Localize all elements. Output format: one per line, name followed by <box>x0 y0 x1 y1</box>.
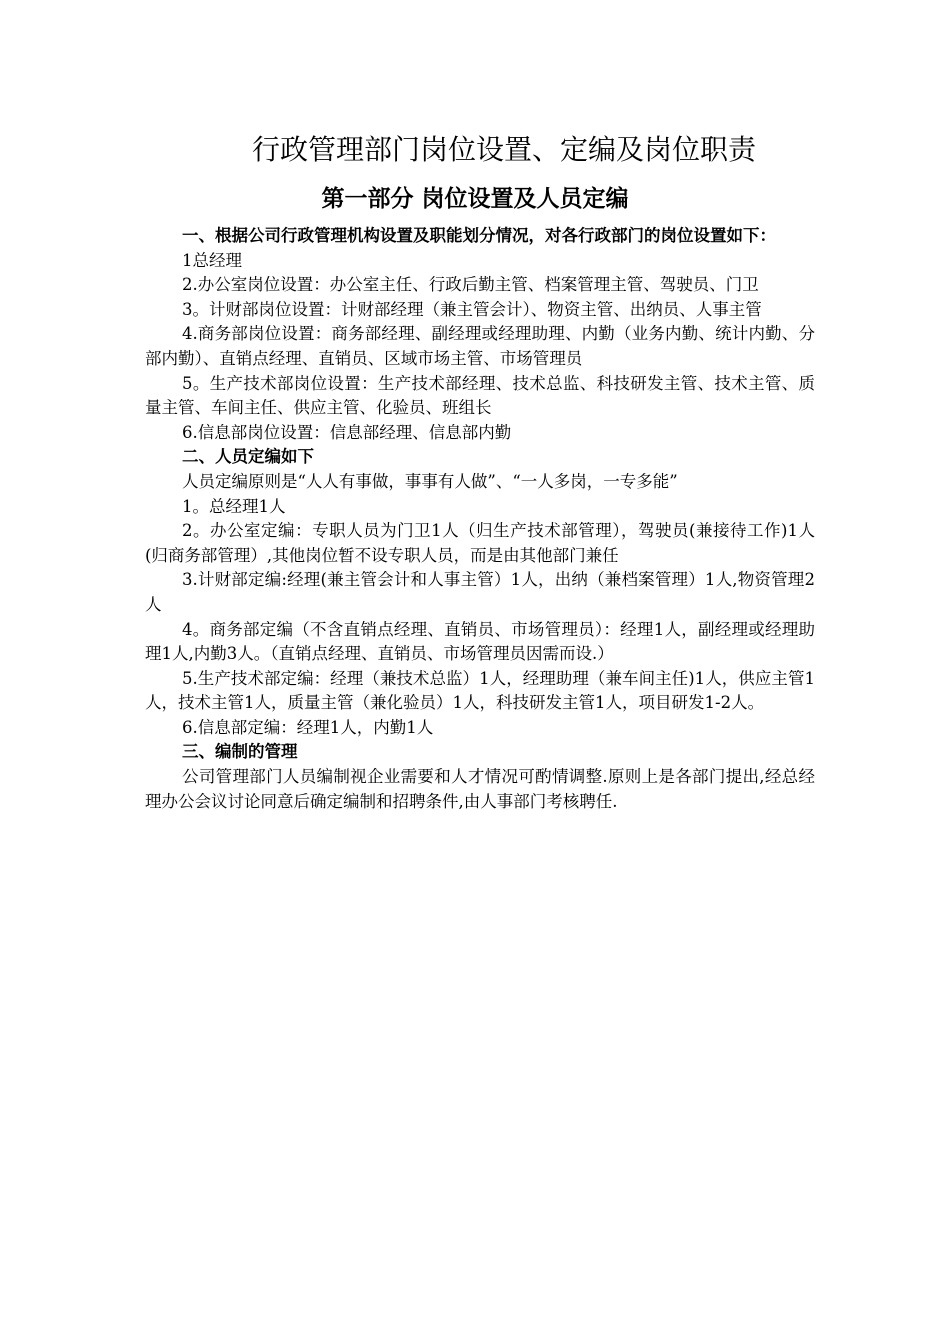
paragraph: 6.信息部岗位设置：信息部经理、信息部内勤 <box>182 422 512 442</box>
paragraph: 3。计财部岗位设置：计财部经理（兼主管会计）、物资主管、出纳员、人事主管 <box>182 299 762 319</box>
paragraph: 4.商务部岗位设置：商务部经理、副经理或经理助理、内勤（业务内勤、统计内勤、分部内勤）、直销点经理、直销员、区域市场主管、市场管理员 <box>145 324 815 368</box>
section-heading-1: 一、根据公司行政管理机构设置及职能划分情况，对各行政部门的岗位设置如下： <box>182 226 776 245</box>
document-body <box>145 224 815 814</box>
section-heading-2: 二、人员定编如下 <box>182 447 314 467</box>
paragraph: 6.信息部定编：经理1人，内勤1人 <box>182 717 434 737</box>
document-subtitle: 第一部分 岗位设置及人员定编 <box>321 186 629 212</box>
paragraph: 人员定编原则是“人人有事做，事事有人做”、“一人多岗，一专多能” <box>182 471 678 491</box>
paragraph: 2。办公室定编：专职人员为门卫1人（归生产技术部管理），驾驶员(兼接待工作)1人(归商务部管理）,其他岗位暂不设专职人员，而是由其他部门兼任 <box>145 521 815 565</box>
paragraph: 5.生产技术部定编：经理（兼技术总监）1人，经理助理（兼车间主任)1人，供应主管1人，技术主管1人，质量主管（兼化验员）1人，科技研发主管1人，项目研发1-2人。 <box>145 668 815 713</box>
paragraph: 5。生产技术部岗位设置：生产技术部经理、技术总监、科技研发主管、技术主管、质量主管、车间主任、供应主管、化验员、班组长 <box>145 373 815 418</box>
paragraph: 4。商务部定编（不含直销点经理、直销员、市场管理员）：经理1人，副经理或经理助理1人,内勤3人。（直销点经理、直销员、市场管理员因需而设.） <box>145 619 815 664</box>
section-heading-3: 三、编制的管理 <box>182 742 298 762</box>
paragraph: 1。总经理1人 <box>182 496 286 516</box>
document-title: 行政管理部门岗位设置、定编及岗位职责 <box>251 133 756 166</box>
paragraph: 公司管理部门人员编制视企业需要和人才情况可酌情调整.原则上是各部门提出,经总经理办公会议讨论同意后确定编制和招聘条件,由人事部门考核聘任. <box>145 767 815 811</box>
paragraph: 1总经理 <box>182 250 242 270</box>
paragraph: 3.计财部定编:经理(兼主管会计和人事主管）1人，出纳（兼档案管理）1人,物资管理2人 <box>145 570 815 614</box>
paragraph: 2.办公室岗位设置：办公室主任、行政后勤主管、档案管理主管、驾驶员、门卫 <box>182 275 759 295</box>
